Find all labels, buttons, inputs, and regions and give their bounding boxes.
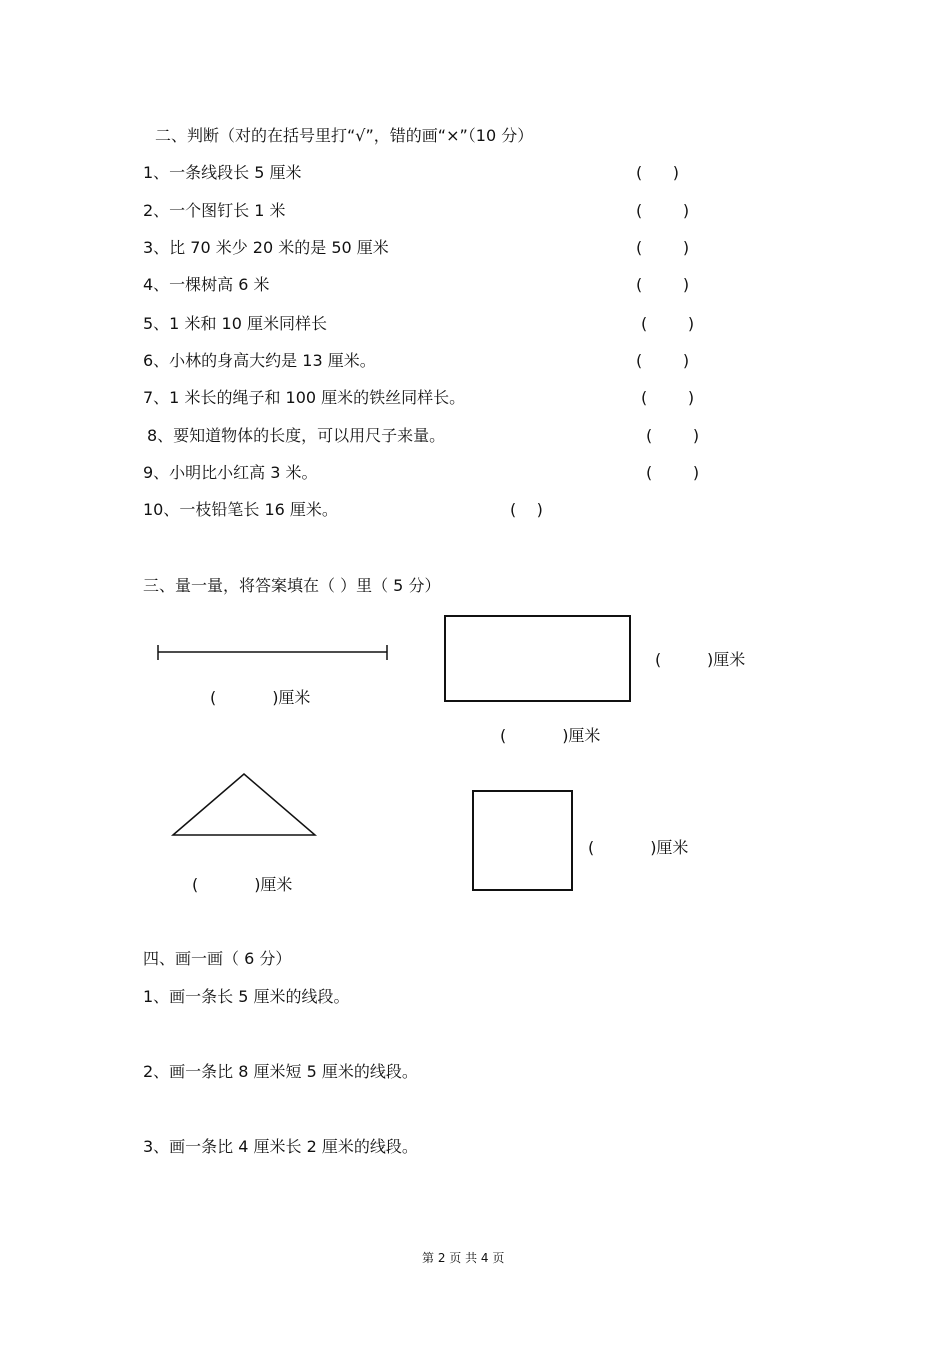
judge-item-3: 3、比 70 米少 20 米的是 50 厘米 [143,238,389,257]
line-segment-answer[interactable]: ( )厘米 [210,688,311,707]
draw-item-3: 3、画一条比 4 厘米长 2 厘米的线段。 [143,1137,418,1156]
answer-paren-5[interactable]: ( ) [641,314,695,333]
square-figure [468,786,578,896]
rectangle-figure [440,612,636,706]
judge-item-1: 1、一条线段长 5 厘米 [143,163,302,182]
triangle-answer[interactable]: ( )厘米 [192,875,293,894]
section-2-title: 二、判断（对的在括号里打“√”，错的画“×”（10 分） [155,126,534,145]
page-footer: 第 2 页 共 4 页 [422,1251,505,1265]
answer-paren-1[interactable]: ( ) [636,163,679,182]
answer-paren-7[interactable]: ( ) [641,388,695,407]
triangle-figure [165,768,323,842]
judge-item-10: 10、一枝铅笔长 16 厘米。 [143,500,338,519]
answer-paren-10[interactable]: ( ) [510,500,543,519]
answer-paren-3[interactable]: ( ) [636,238,690,257]
answer-paren-9[interactable]: ( ) [646,463,700,482]
rectangle-width-answer[interactable]: ( )厘米 [655,650,746,669]
judge-item-4: 4、一棵树高 6 米 [143,275,270,294]
judge-item-2: 2、一个图钉长 1 米 [143,201,286,220]
judge-item-6: 6、小林的身高大约是 13 厘米。 [143,351,376,370]
rectangle-length-answer[interactable]: ( )厘米 [500,726,601,745]
draw-item-2: 2、画一条比 8 厘米短 5 厘米的线段。 [143,1062,418,1081]
square-answer[interactable]: ( )厘米 [588,838,689,857]
judge-item-8: 8、要知道物体的长度，可以用尺子来量。 [147,426,446,445]
line-segment-figure [150,640,395,664]
judge-item-5: 5、1 米和 10 厘米同样长 [143,314,327,333]
answer-paren-6[interactable]: ( ) [636,351,690,370]
section-4-title: 四、画一画（ 6 分） [143,949,292,968]
answer-paren-8[interactable]: ( ) [646,426,700,445]
draw-item-1: 1、画一条长 5 厘米的线段。 [143,987,350,1006]
answer-paren-4[interactable]: ( ) [636,275,690,294]
judge-item-7: 7、1 米长的绳子和 100 厘米的铁丝同样长。 [143,388,466,407]
judge-item-9: 9、小明比小红高 3 米。 [143,463,318,482]
answer-paren-2[interactable]: ( ) [636,201,690,220]
section-3-title: 三、量一量，将答案填在（ ）里（ 5 分） [143,576,441,595]
